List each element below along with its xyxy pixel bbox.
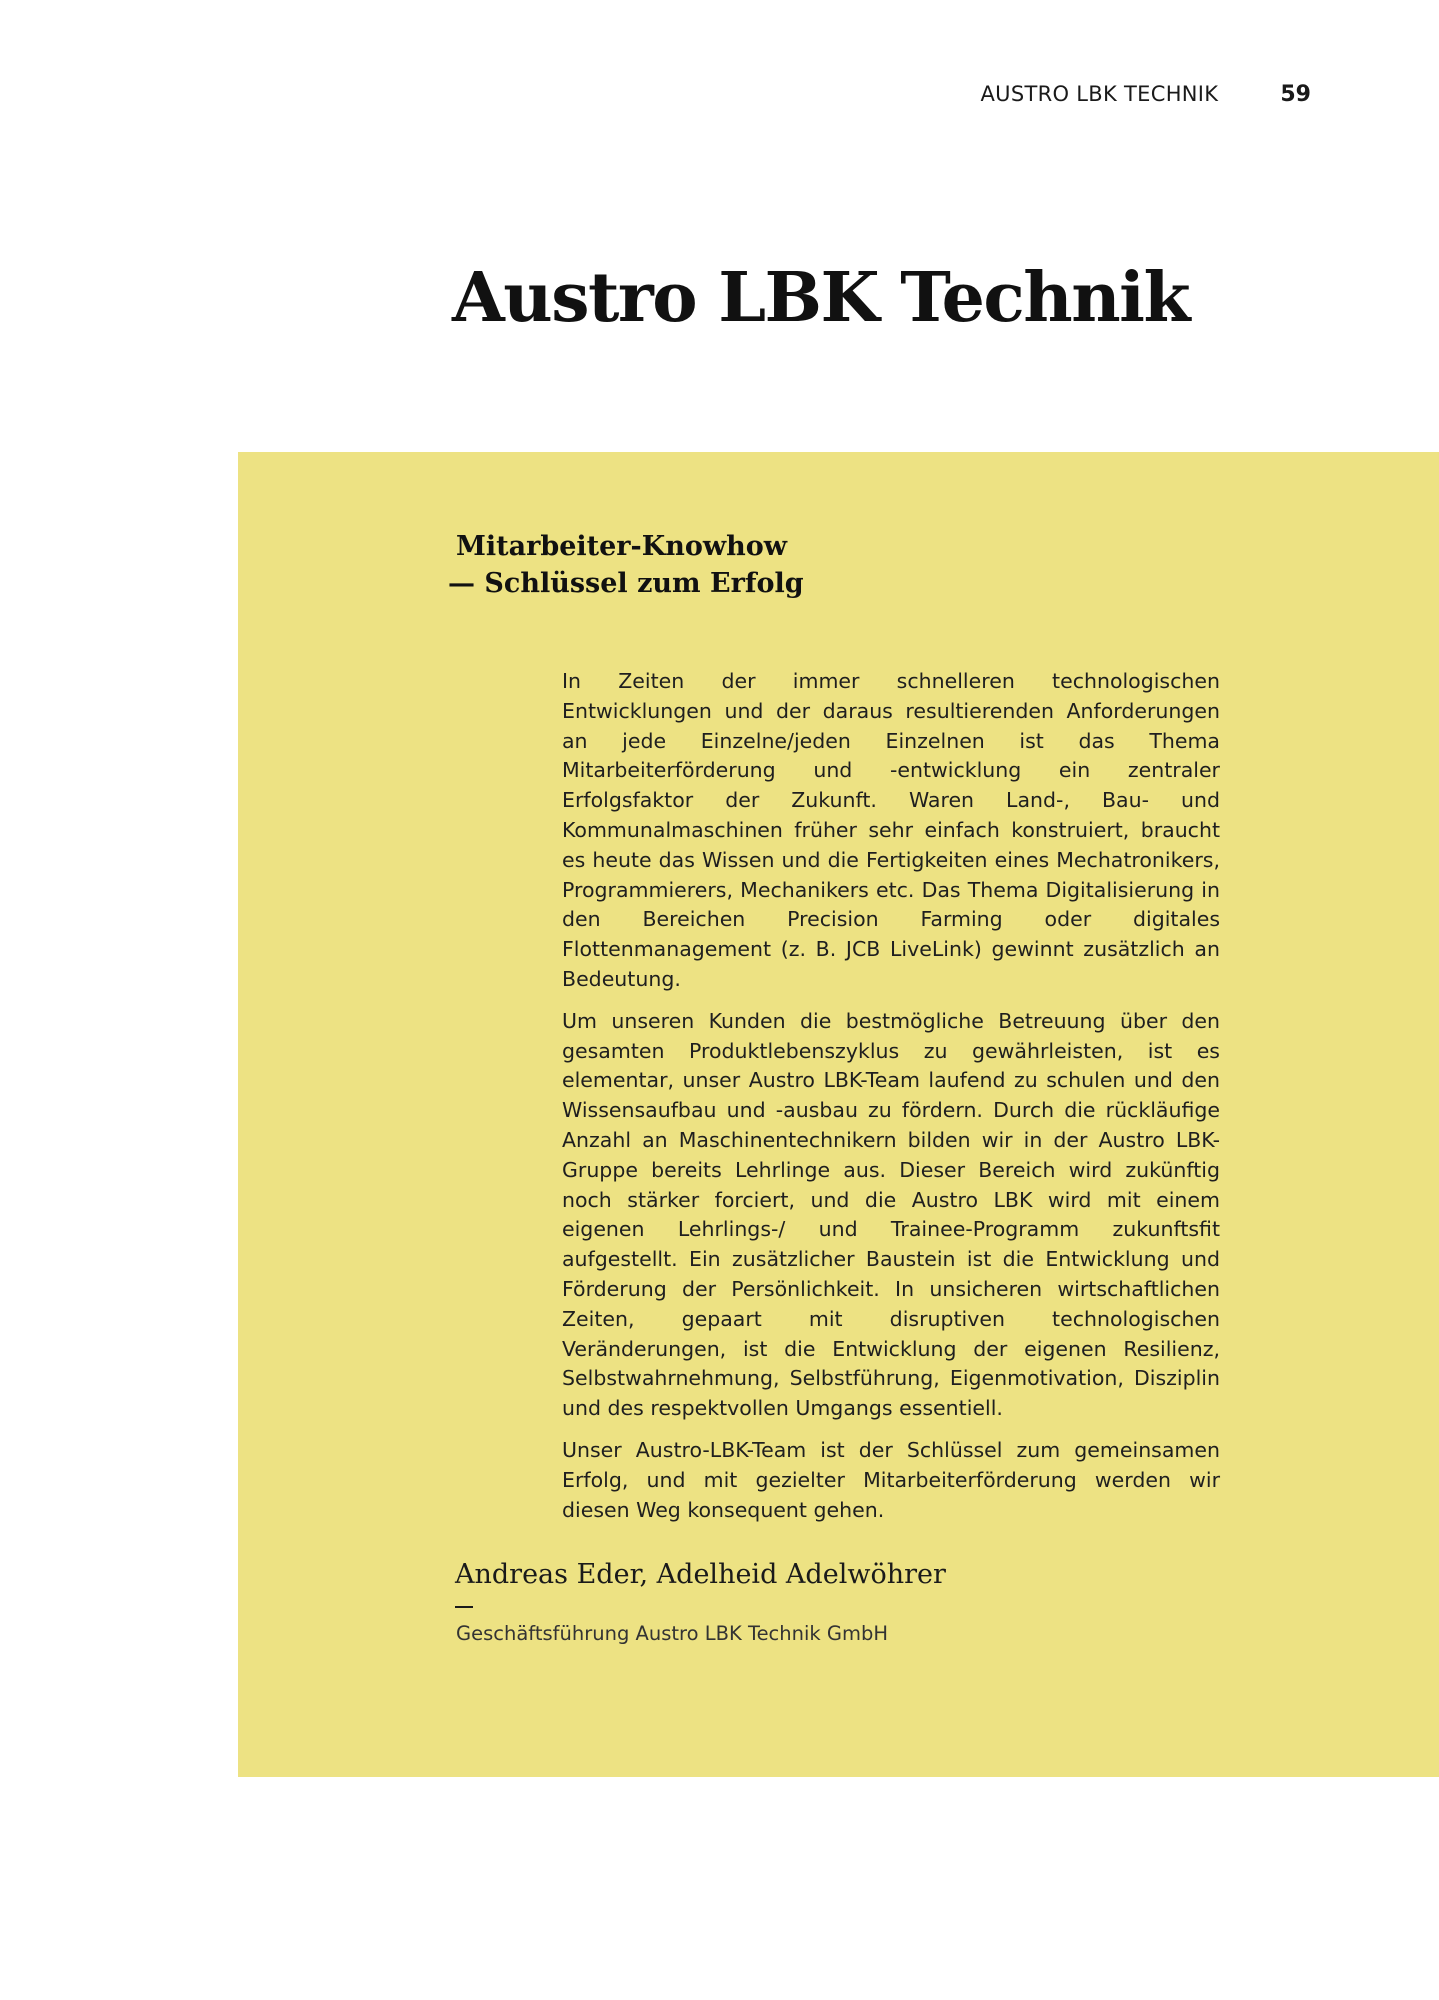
- signature-names: Andreas Eder, Adelheid Adelwöhrer: [455, 1559, 946, 1590]
- running-header: [981, 82, 1312, 107]
- page-number: 59: [1280, 82, 1311, 107]
- signature-role: Geschäftsführung Austro LBK Technik GmbH: [456, 1622, 889, 1645]
- body-paragraph-1: In Zeiten der immer schnelleren technologischen Entwicklungen und der daraus resultierenden Anforderungen an jede Einzelne/jeden Einzelnen ist das Thema Mitarbeiterförderung und -entwicklung ein zentraler Erfolgsfaktor der Zukunft. Waren Land-, Bau- und Kommunalmaschinen früher sehr einfach konstruiert, braucht es heute das Wissen und die Fertigkeiten eines Mechatronikers, Programmierers, Mechanikers etc. Das Thema Digitalisierung in den Bereichen Precision Farming oder digitales Flottenmanagement (z. B. JCB LiveLink) gewinnt zusätzlich an Bedeutung.: [562, 669, 1220, 991]
- body-paragraph-3: Unser Austro-LBK-Team ist der Schlüssel zum gemeinsamen Erfolg, und mit gezielter Mitarbeiterförderung werden wir diesen Weg konsequent gehen.: [562, 1437, 1220, 1522]
- body-paragraph-2: Um unseren Kunden die bestmögliche Betreuung über den gesamten Produktlebenszyklus zu gewährleisten, ist es elementar, unser Austro LBK-Team laufend zu schulen und den Wissensaufbau und -ausbau zu fördern. Durch die rückläufige Anzahl an Maschinentechnikern bilden wir in der Austro LBK-Gruppe bereits Lehrlinge aus. Dieser Bereich wird zukünftig noch stärker forciert, und die Austro LBK wird mit einem eigenen Lehrlings-/ und Trainee-Programm zukunftsfit aufgestellt. Ein zusätzlicher Baustein ist die Entwicklung und Förderung der Persönlichkeit. In unsicheren wirtschaftlichen Zeiten, gepaart mit disruptiven technologischen Veränderungen, ist die Entwicklung der eigenen Resilienz, Selbstwahrnehmung, Selbstführung, Eigenmotivation, Disziplin und des respektvollen Umgangs essentiell.: [562, 1008, 1220, 1421]
- article-subheading: [448, 528, 804, 602]
- signature-divider: [455, 1606, 473, 1608]
- section-name: AUSTRO LBK TECHNIK: [980, 82, 1219, 106]
- page-title: Austro LBK Technik: [452, 258, 1190, 338]
- subheading-line-2: — Schlüssel zum Erfolg: [448, 568, 804, 599]
- article-body: [562, 667, 1220, 1537]
- subheading-line-1: Mitarbeiter-Knowhow: [456, 531, 787, 562]
